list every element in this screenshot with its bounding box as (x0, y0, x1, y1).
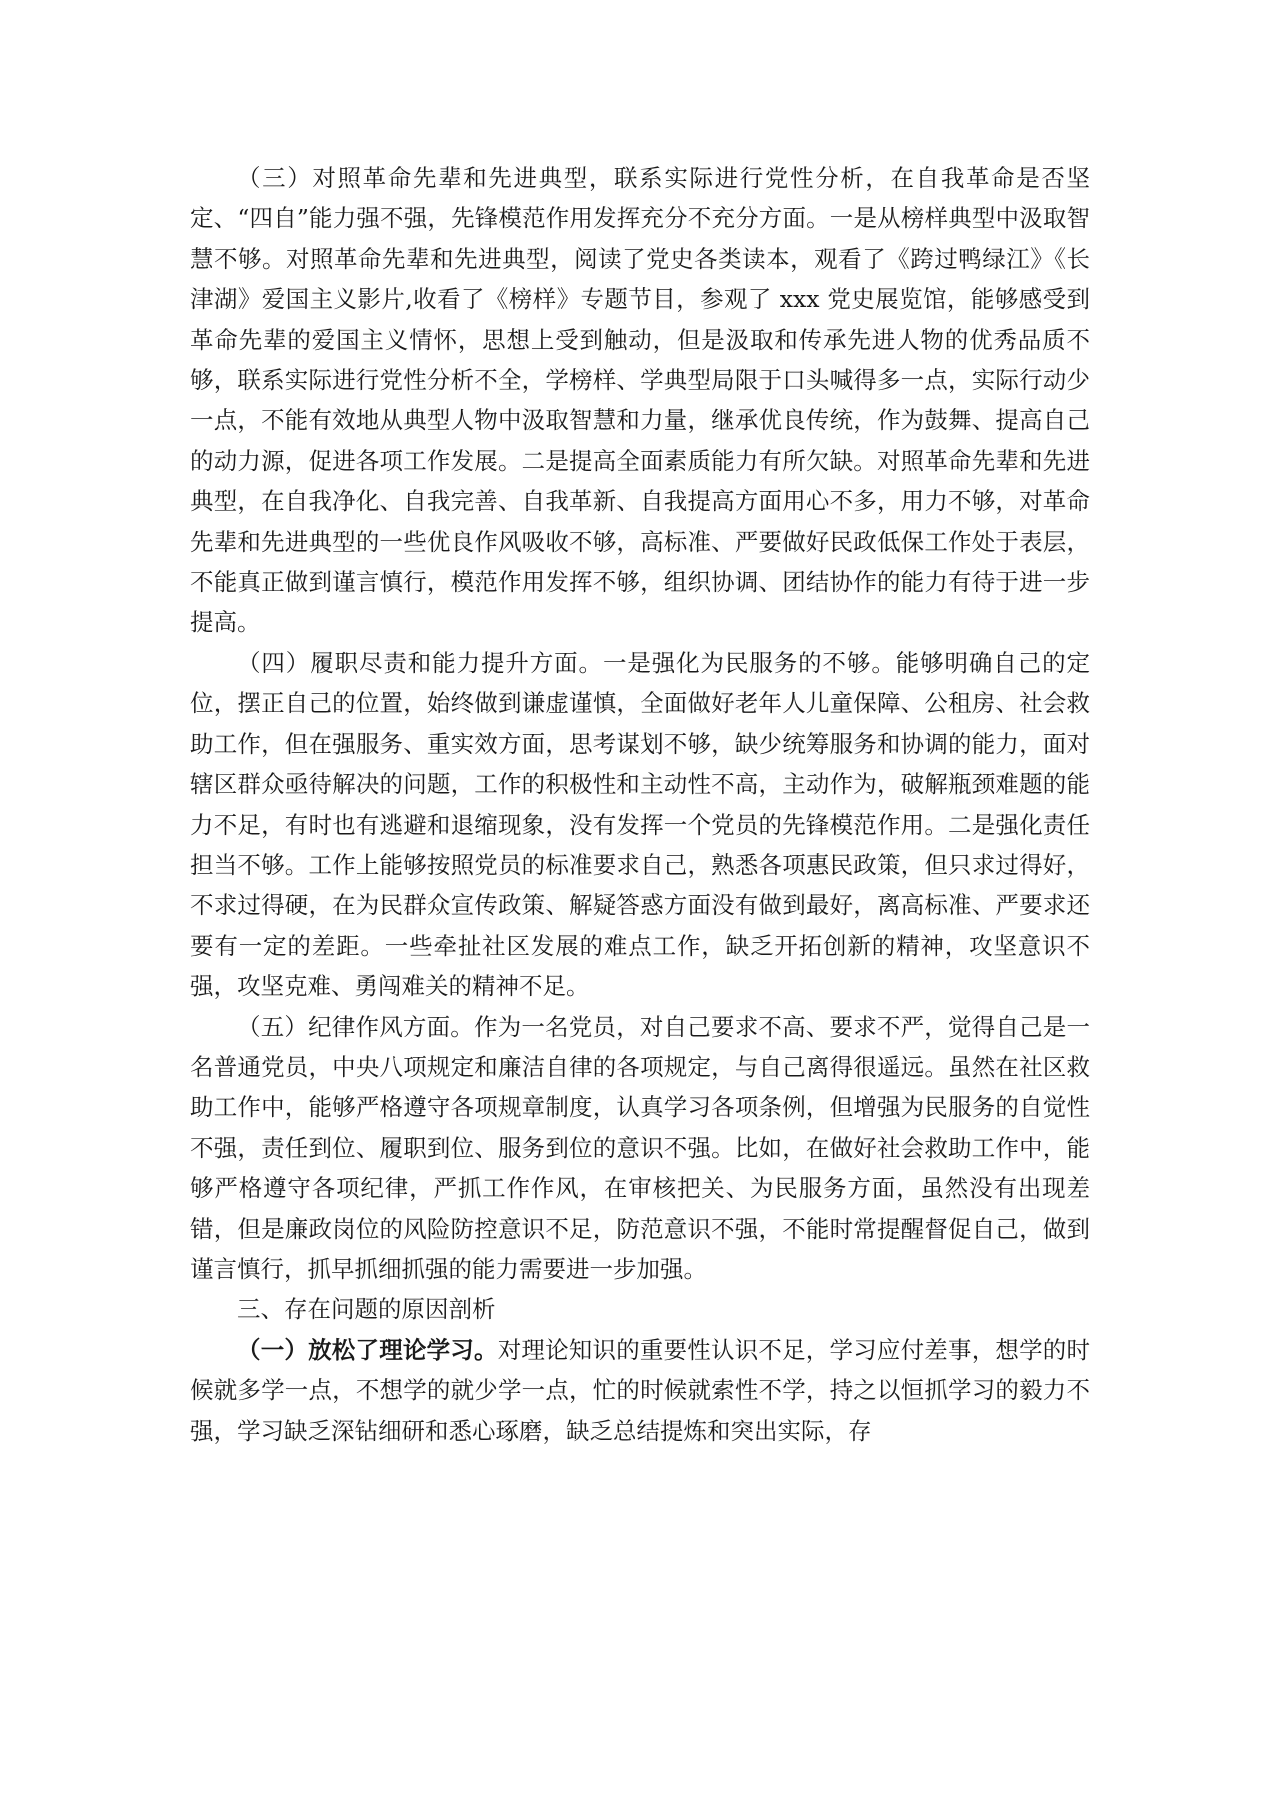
section-heading-cause-analysis: 三、存在问题的原因剖析 (237, 1295, 496, 1324)
paragraph-section-four: （四）履职尽责和能力提升方面。一是强化为民服务的不够。能够明确自己的定位，摆正自己的位置，始终做到谦虚谨慎，全面做好老年人儿童保障、公租房、社会救助工作，但在强服务、重实效方面，思考谋划不够，缺少统筹服务和协调的能力，面对辖区群众亟待解决的问题，工作的积极性和主动性不高，主动作为，破解瓶颈难题的能力不足，有时也有逃避和退缩现象，没有发挥一个党员的先锋模范作用。二是强化责任担当不够。工作上能够按照党员的标准要求自己，熟悉各项惠民政策，但只求过得好，不求过得硬，在为民群众宣传政策、解疑答惑方面没有做到最好，离高标准、严要求还要有一定的差距。一些牵扯社区发展的难点工作，缺乏开拓创新的精神，攻坚意识不强，攻坚克难、勇闯难关的精神不足。 (190, 648, 1090, 1001)
paragraph-cause-one-text: 对理论知识的重要性认识不足，学习应付差事，想学的时候就多学一点，不想学的就少学一点，忙的时候就索性不学，持之以恒抓学习的毅力不强，学习缺乏深钻细研和悉心琢磨，缺乏总结提炼和突出实际，存 (190, 1335, 1091, 1445)
paragraph-section-five: （五）纪律作风方面。作为一名党员，对自己要求不高、要求不严，觉得自己是一名普通党员，中央八项规定和廉洁自律的各项规定，与自己离得很遥远。虽然在社区救助工作中，能够严格遵守各项规章制度，认真学习各项条例，但增强为民服务的自觉性不强，责任到位、履职到位、服务到位的意识不强。比如，在做好社会救助工作中，能够严格遵守各项纪律，严抓工作作风，在审核把关、为民服务方面，虽然没有出现差错，但是廉政岗位的风险防控意识不足，防范意识不强，不能时常提醒督促自己，做到谨言慎行，抓早抓细抓强的能力需要进一步加强。 (190, 1012, 1090, 1283)
document-body (190, 158, 1090, 1451)
paragraph-cause-one (190, 1330, 1090, 1451)
paragraph-section-three: （三）对照革命先辈和先进典型，联系实际进行党性分析，在自我革命是否坚定、“四自”能力强不强，先锋模范作用发挥充分不充分方面。一是从榜样典型中汲取智慧不够。对照革命先辈和先进典型，阅读了党史各类读本，观看了《跨过鸭绿江》《长津湖》爱国主义影片,收看了《榜样》专题节目，参观了 xxx 党史展览馆，能够感受到革命先辈的爱国主义情怀，思想上受到触动，但是汲取和传承先进人物的优秀品质不够，联系实际进行党性分析不全，学榜样、学典型局限于口头喊得多一点，实际行动少一点，不能有效地从典型人物中汲取智慧和力量，继承优良传统，作为鼓舞、提高自己的动力源，促进各项工作发展。二是提高全面素质能力有所欠缺。对照革命先辈和先进典型，在自我净化、自我完善、自我革新、自我提高方面用心不多，用力不够，对革命先辈和先进典型的一些优良作风吸收不够，高标准、严要做好民政低保工作处于表层，不能真正做到谨言慎行，模范作用发挥不够，组织协调、团结协作的能力有待于进一步提高。 (190, 164, 1090, 637)
paragraph-lead-bold: （一）放松了理论学习。 (237, 1335, 498, 1364)
